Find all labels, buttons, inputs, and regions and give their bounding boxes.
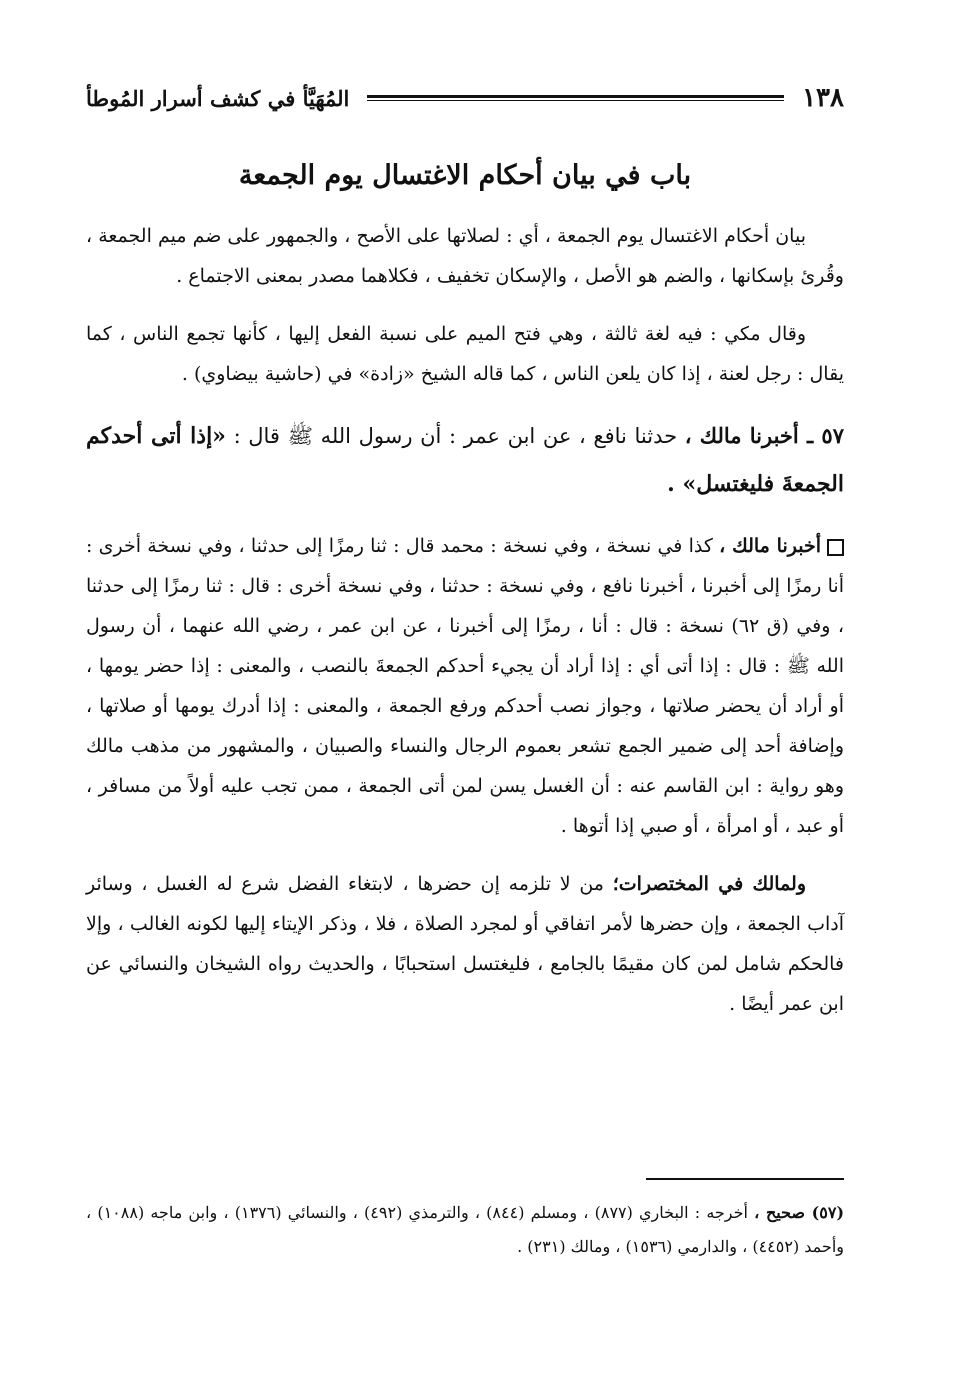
commentary-paragraph xyxy=(86,526,844,846)
makki-paragraph: وقال مكي : فيه لغة ثالثة ، وهي فتح الميم على نسبة الفعل إليها ، كأنها تجمع الناس ، كما يقال : رجل لعنة ، إذا كان يلعن الناس ، كما قاله الشيخ «زادة» في (حاشية بيضاوي) . xyxy=(86,323,844,385)
footnote xyxy=(86,1196,844,1264)
commentary-text: كذا في نسخة ، وفي نسخة : محمد قال : ثنا رمزًا إلى حدثنا ، وفي نسخة أخرى : أنا رمزًا إلى أخبرنا ، أخبرنا نافع ، وفي نسخة : حدثنا ، وفي نسخة أخرى : قال : ثنا رمزًا إلى حدثنا ، وفي (ق ٦٢) نسخة : قال : أنا ، رمزًا إلى أخبرنا ، عن ابن عمر ، رضي الله عنهما ، أن رسول الله ﷺ : قال : إذا أتى أي : إذا أراد أن يجيء أحدكم الجمعةَ بالنصب ، والمعنى : إذا حضر يومها ، أو أراد أن يحضر صلاتها ، وجواز نصب أحدكم ورفع الجمعة ، والمعنى : إذا أدرك يومها أو صلاتها ، وإضافة أحد إلى ضمير الجمع تشعر بعموم الرجال والنساء والصبيان ، والمشهور من مذهب مالك وهو رواية : ابن القاسم عنه : أن الغسل يسن لمن أتى الجمعة ، ممن تجب عليه أولاً من مسافر ، أو عبد ، أو امرأة ، أو صبي إذا أتوها . xyxy=(86,535,845,837)
intro-paragraph: بيان أحكام الاغتسال يوم الجمعة ، أي : لصلاتها على الأصح ، والجمهور على ضم ميم الجمعة ، وقُرئ بإسكانها ، والضم هو الأصل ، والإسكان تخفيف ، فكلاهما مصدر بمعنى الاجتماع . xyxy=(86,225,844,287)
commentary-lead: أخبرنا مالك ، xyxy=(719,535,821,557)
footnote-divider xyxy=(646,1178,844,1180)
body-text xyxy=(86,216,844,1042)
footnote-text: أخرجه : البخاري (٨٧٧) ، ومسلم (٨٤٤) ، والترمذي (٤٩٢) ، والنسائي (١٣٧٦) ، وابن ماجه (١٠٨٨) ، وأحمد (٤٤٥٢) ، والدارمي (١٥٣٦) ، ومالك (٢٣١) . xyxy=(86,1203,844,1256)
hadith-quote: «إذا أتى أحدكم الجمعةَ فليغتسل» . xyxy=(86,423,844,497)
chapter-title: باب في بيان أحكام الاغتسال يوم الجمعة xyxy=(238,160,692,191)
book-title: المُهَيَّأ في كشف أسرار المُوطأ xyxy=(86,85,350,111)
footnote-lead: (٥٧) صحيح ، xyxy=(754,1203,845,1222)
mukhtasarat-text: من لا تلزمه إن حضرها ، لابتغاء الفضل شرع له الغسل ، وسائر آداب الجمعة ، وإن حضرها لأمر اتفاقي أو لمجرد الصلاة ، فلا ، وذكر الإيتاء إليها لكونه الغالب ، وإلا فالحكم شامل لمن كان مقيمًا بالجامع ، فليغتسل استحبابًا ، والحديث رواه الشيخان والنسائي عن ابن عمر أيضًا . xyxy=(86,873,845,1015)
running-header xyxy=(86,78,844,118)
header-rule xyxy=(367,95,784,101)
page-number: ١٣٨ xyxy=(802,83,844,113)
mukhtasarat-lead: ولمالك في المختصرات؛ xyxy=(612,873,806,895)
square-marker-icon xyxy=(827,539,844,556)
mukhtasarat-paragraph xyxy=(86,864,844,1024)
hadith-text: حدثنا نافع ، عن ابن عمر : أن رسول الله ﷺ قال : xyxy=(225,424,685,448)
hadith-number-lead: ٥٧ ـ أخبرنا مالك ، xyxy=(684,423,844,448)
hadith-57 xyxy=(86,412,844,508)
